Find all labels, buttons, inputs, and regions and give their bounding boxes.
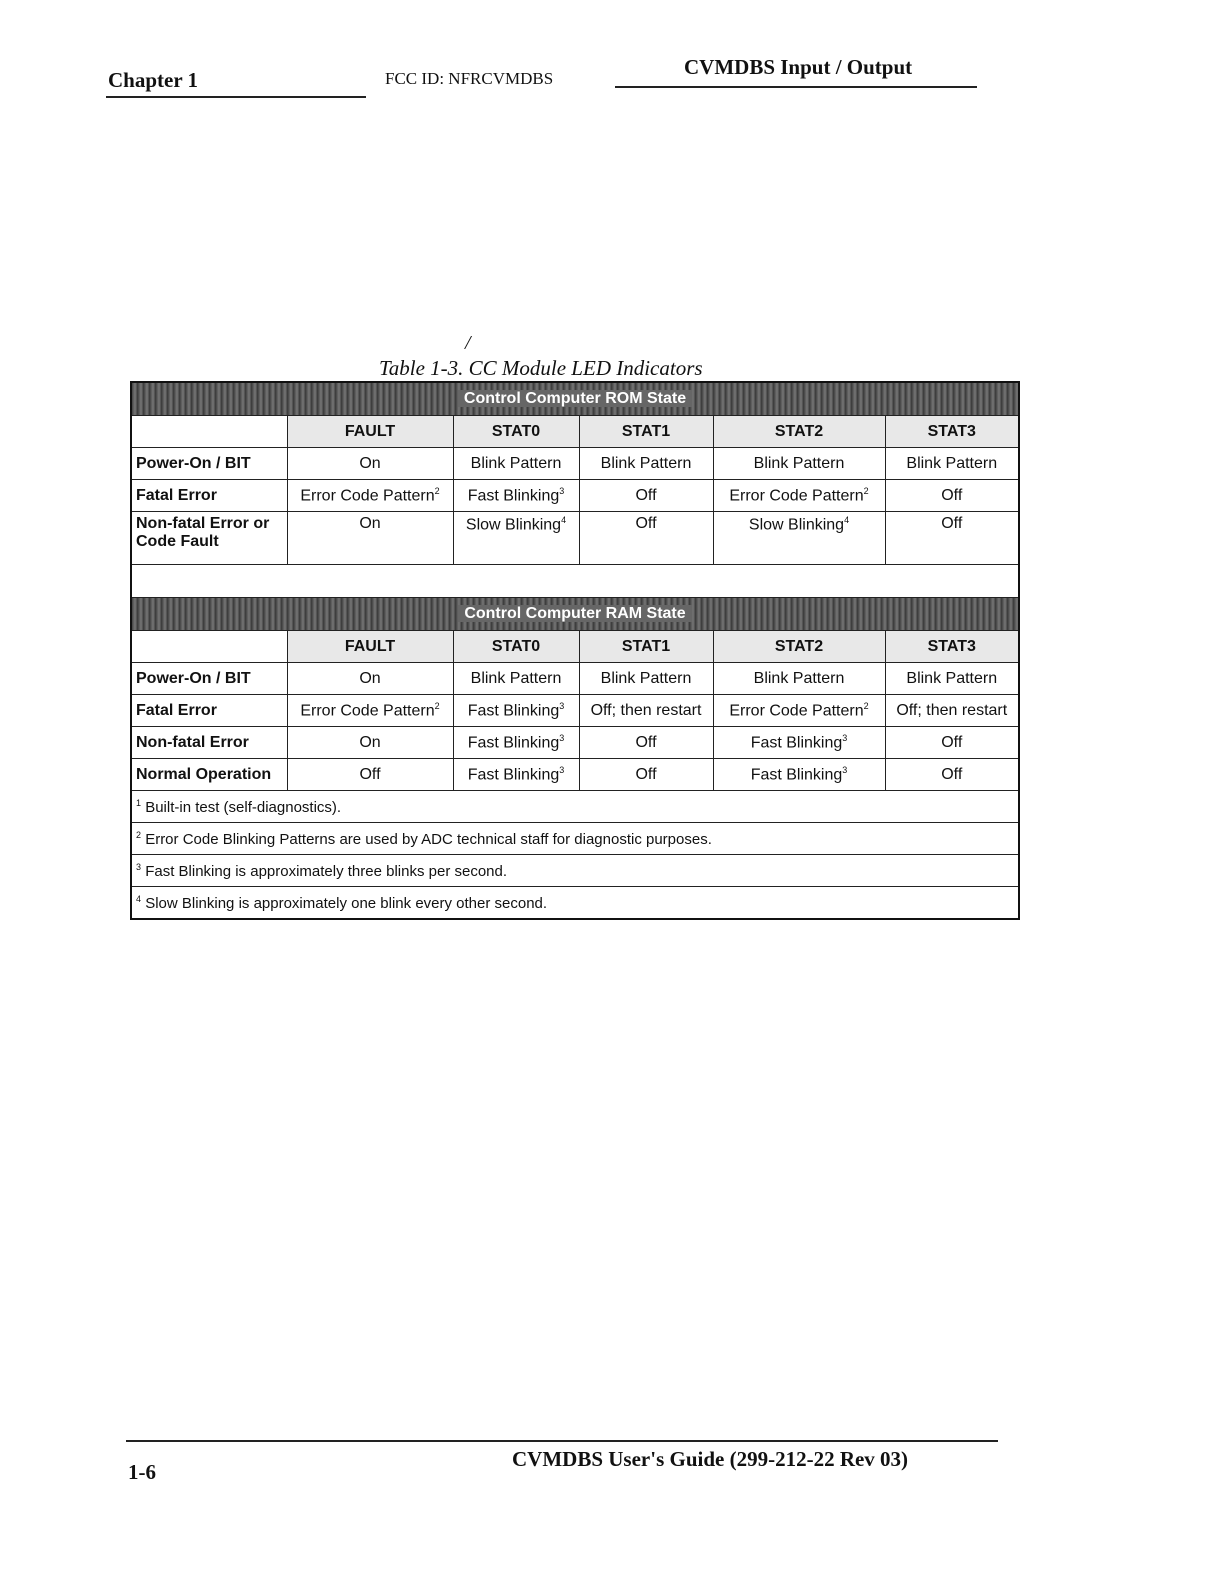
column-header: STAT1 [579,416,713,448]
table-row [131,448,1019,480]
footnote: $^4$ Slow Blinking is approximately one blink every other second. [131,887,1019,920]
table-cell: Off [579,480,713,512]
footnote: $^2$ Error Code Blinking Patterns are used by ADC technical staff for diagnostic purposes. [131,823,1019,855]
guide-title: CVMDBS User's Guide (299-212-22 Rev 03) [512,1447,909,1471]
ram-state-band [131,598,1019,631]
table-cell: Off [885,759,1019,791]
table-row [131,512,1019,565]
rom-state-title: Control Computer ROM State [458,390,692,407]
table-row [131,727,1019,759]
column-header: STAT2 [713,631,885,663]
table-cell: Off; then restart [885,695,1019,727]
table-cell: Blink Pattern [579,448,713,480]
column-header: STAT3 [885,631,1019,663]
table-cell: Fast Blinking$^3$ [713,727,885,759]
table-cell: Error Code Pattern$^2$ [713,695,885,727]
table-caption: Table 1-3. CC Module LED Indicators [379,356,703,380]
page-number: 1-6 [128,1460,156,1484]
table-cell: Fast Blinking$^3$ [453,727,579,759]
table-cell: Error Code Pattern$^2$ [287,480,453,512]
table-cell: Error Code Pattern$^2$ [713,480,885,512]
table-cell: Blink Pattern [713,448,885,480]
row-label: Power-On / BIT [131,663,287,695]
table-cell: On [287,663,453,695]
table-cell: Off [579,727,713,759]
row-label: Non-fatal Error [131,727,287,759]
column-header: FAULT [287,416,453,448]
table-row [131,480,1019,512]
table-cell: Slow Blinking$^4$ [453,512,579,565]
header-rule-right [615,86,977,88]
table-row [131,759,1019,791]
column-header: STAT2 [713,416,885,448]
table-cell: Error Code Pattern$^2$ [287,695,453,727]
fcc-id: FCC ID: NFRCVMDBS [385,69,554,88]
led-indicator-table [130,381,1020,920]
column-header: FAULT [287,631,453,663]
table-cell: Fast Blinking$^3$ [713,759,885,791]
ram-header-row [131,631,1019,663]
table-cell: Off [579,512,713,565]
table-cell: Off [287,759,453,791]
column-header: STAT1 [579,631,713,663]
table-cell [131,631,287,663]
table-cell: Blink Pattern [453,448,579,480]
caption-handwritten-mark: / [465,332,471,354]
footnote: $^3$ Fast Blinking is approximately three blinks per second. [131,855,1019,887]
row-label: Normal Operation [131,759,287,791]
row-label: Fatal Error [131,695,287,727]
footnote-row [131,791,1019,823]
header-rule-left [106,96,366,98]
row-label: Non-fatal Error or Code Fault [131,512,287,565]
spacer-row [131,565,1019,598]
chapter-label: Chapter 1 [108,68,199,92]
table-cell: Slow Blinking$^4$ [713,512,885,565]
column-header: STAT0 [453,416,579,448]
table-cell: Off; then restart [579,695,713,727]
ram-state-title: Control Computer RAM State [458,605,691,622]
table-cell: Blink Pattern [579,663,713,695]
footnote-row [131,887,1019,920]
table-cell: Blink Pattern [885,663,1019,695]
table-cell: Blink Pattern [713,663,885,695]
table-row [131,695,1019,727]
rom-header-row [131,416,1019,448]
footnote-row [131,855,1019,887]
row-label: Power-On / BIT [131,448,287,480]
table-cell: Fast Blinking$^3$ [453,759,579,791]
section-title: CVMDBS Input / Output [684,55,913,79]
footer-rule [126,1440,998,1442]
column-header: STAT3 [885,416,1019,448]
table-row [131,663,1019,695]
footnote: $^1$ Built-in test (self-diagnostics). [131,791,1019,823]
table-cell: On [287,727,453,759]
table-cell: Off [885,512,1019,565]
table-cell: On [287,448,453,480]
table-cell: Blink Pattern [885,448,1019,480]
table-cell: Off [579,759,713,791]
table-cell: On [287,512,453,565]
table-cell [131,416,287,448]
table-cell: Fast Blinking$^3$ [453,695,579,727]
table-cell: Off [885,727,1019,759]
table-cell: Off [885,480,1019,512]
table-cell: Blink Pattern [453,663,579,695]
footnote-row [131,823,1019,855]
table-cell: Fast Blinking$^3$ [453,480,579,512]
row-label: Fatal Error [131,480,287,512]
rom-state-band [131,382,1019,416]
column-header: STAT0 [453,631,579,663]
